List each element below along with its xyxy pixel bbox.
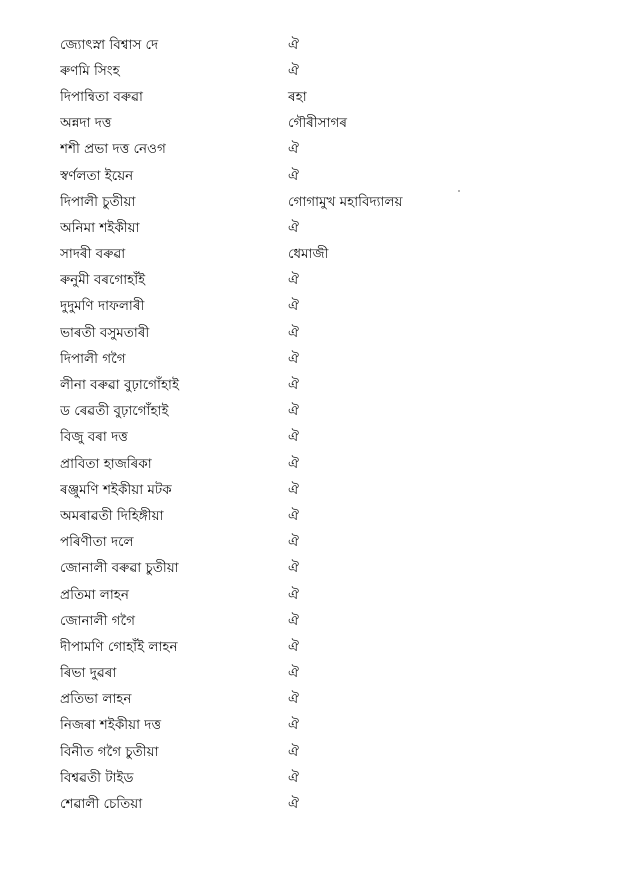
list-item — [60, 399, 600, 425]
list-item — [60, 477, 600, 503]
place-name: ৰহা — [288, 88, 307, 105]
place-name: ঐ — [288, 429, 299, 446]
person-name: জোনালী বৰুৱা চুতীয়া — [60, 560, 179, 577]
list-item — [60, 425, 600, 451]
list-item — [60, 530, 600, 556]
person-name: জোনালী গগৈ — [60, 612, 136, 629]
place-name: ঐ — [288, 638, 299, 655]
place-name: ঐ — [288, 272, 299, 289]
person-name: অমৰাৱতী দিহিঙ্গীয়া — [60, 507, 164, 524]
person-name: প্ৰাবিতা হাজৰিকা — [60, 455, 152, 472]
list-item — [60, 84, 600, 110]
person-name: বিজু বৰা দত্ত — [60, 429, 128, 446]
place-name: ঐ — [288, 36, 299, 53]
person-name: ৰুনুমী বৰগোহাঁই — [60, 272, 146, 289]
person-name: দিপালী গগৈ — [60, 350, 126, 367]
place-name: ঐ — [288, 141, 299, 158]
list-item — [60, 739, 600, 765]
person-name: দিপান্বিতা বৰুৱা — [60, 88, 143, 105]
person-name: নিজৰা শইকীয়া দত্ত — [60, 717, 162, 734]
person-name: শেৱালী চেতিয়া — [60, 796, 143, 813]
list-item — [60, 765, 600, 791]
place-name: ঐ — [288, 796, 299, 813]
list-item — [60, 634, 600, 660]
list-item — [60, 242, 600, 268]
list-item — [60, 346, 600, 372]
person-name: বিশ্বৱতী টাইড — [60, 769, 134, 786]
list-item — [60, 320, 600, 346]
person-name: ড ৰেৱতী বুঢ়াগোঁহাই — [60, 403, 169, 420]
place-name: ঐ — [288, 62, 299, 79]
list-item — [60, 32, 600, 58]
place-name: ঐ — [288, 377, 299, 394]
person-name: বিনীত গগৈ চুতীয়া — [60, 743, 159, 760]
person-name: প্ৰতিমা লাহন — [60, 586, 129, 603]
list-item — [60, 268, 600, 294]
person-name: দুদুমণি দাফলাৰী — [60, 298, 145, 315]
list-item — [60, 687, 600, 713]
place-name: ঐ — [288, 769, 299, 786]
scan-speck — [458, 190, 460, 192]
person-name: ৰিভা দুৱৰা — [60, 665, 117, 682]
person-name: ৰঞ্জুমণি শইকীয়া মটক — [60, 481, 172, 498]
place-name: ঐ — [288, 612, 299, 629]
list-item — [60, 608, 600, 634]
person-name: অন্নদা দত্ত — [60, 115, 112, 132]
place-name: ঐ — [288, 403, 299, 420]
person-name: প্ৰতিভা লাহন — [60, 691, 132, 708]
place-name: গৌৰীসাগৰ — [288, 115, 347, 132]
person-name: সাদৰী বৰুৱা — [60, 246, 126, 263]
person-name: পৰিণীতা দলে — [60, 534, 134, 551]
place-name: ঐ — [288, 560, 299, 577]
list-item — [60, 372, 600, 398]
place-name: ঐ — [288, 167, 299, 184]
list-item — [60, 137, 600, 163]
person-name: লীনা বৰুৱা বুঢ়াগোঁহাই — [60, 377, 179, 394]
person-name: জ্যোৎস্না বিশ্বাস দে — [60, 36, 159, 53]
list-item — [60, 58, 600, 84]
list-item — [60, 582, 600, 608]
person-name: ৰুণমি সিংহ — [60, 62, 120, 79]
person-name: শশী প্ৰভা দত্ত নেওগ — [60, 141, 166, 158]
place-name: ঐ — [288, 691, 299, 708]
list-item — [60, 661, 600, 687]
list-item — [60, 713, 600, 739]
place-name: ঐ — [288, 298, 299, 315]
place-name: ঐ — [288, 507, 299, 524]
place-name: ঐ — [288, 534, 299, 551]
place-name: ঐ — [288, 665, 299, 682]
place-name: ধেমাজী — [288, 246, 329, 263]
person-name: ভাৰতী বসুমতাৰী — [60, 324, 150, 341]
person-name: দিপালী চুতীয়া — [60, 193, 136, 210]
place-name: ঐ — [288, 743, 299, 760]
place-name: ঐ — [288, 455, 299, 472]
place-name: ঐ — [288, 586, 299, 603]
person-name: দীপামণি গোহাঁই লাহন — [60, 638, 178, 655]
place-name: গোগামুখ মহাবিদ্যালয় — [288, 193, 403, 210]
place-name: ঐ — [288, 717, 299, 734]
list-item — [60, 556, 600, 582]
place-name: ঐ — [288, 219, 299, 236]
list-item — [60, 503, 600, 529]
list-item — [60, 791, 600, 817]
person-name: অনিমা শইকীয়া — [60, 219, 140, 236]
list-item — [60, 451, 600, 477]
place-name: ঐ — [288, 324, 299, 341]
list-item — [60, 189, 600, 215]
list-item — [60, 111, 600, 137]
name-list — [60, 32, 600, 818]
place-name: ঐ — [288, 481, 299, 498]
list-item — [60, 294, 600, 320]
list-item — [60, 163, 600, 189]
person-name: স্বৰ্ণলতা ইয়েন — [60, 167, 134, 184]
place-name: ঐ — [288, 350, 299, 367]
list-item — [60, 215, 600, 241]
